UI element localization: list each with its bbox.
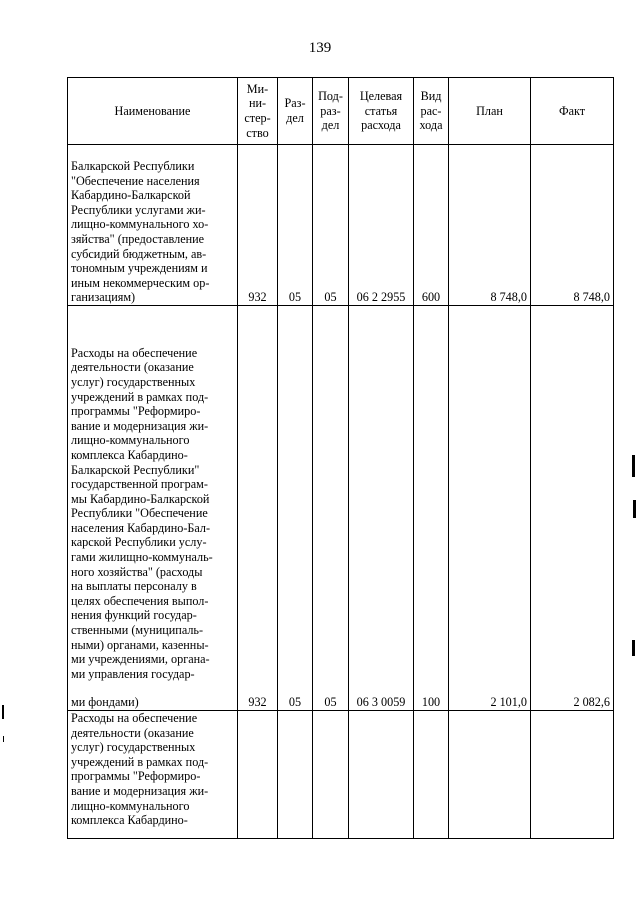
row-ministry: 932	[238, 145, 278, 306]
row-subsection: 05	[313, 145, 349, 306]
row-target: 06 2 2955	[349, 145, 414, 306]
header-name: Наименование	[68, 78, 238, 145]
table-row	[68, 306, 614, 711]
row-section: 05	[278, 145, 313, 306]
row-plan: 2 101,0	[449, 306, 531, 711]
scan-mark-left-2	[3, 736, 4, 742]
row-plan	[449, 711, 531, 839]
header-expense-type: Вид рас- хода	[414, 78, 449, 145]
header-subsection: Под- раз- дел	[313, 78, 349, 145]
row-fact: 8 748,0	[531, 145, 614, 306]
row-plan: 8 748,0	[449, 145, 531, 306]
row-name: Расходы на обеспечение деятельности (оказание услуг) государственных учреждений в рамках под- программы "Реформиро- вание и модернизация жи- лищно-коммунального комплекса Кабардино- Балкарской Республики" государственной програм- мы Кабардино-Балкарской Республики "Обеспечение населения Кабардино-Бал- карской Республики услу- гами жилищно-коммуналь- ного хозяйства" (расходы на выплаты персоналу в целях обеспечения выпол- нения функций государ- ственными (муниципаль- ными) органами, казенны- ми учреждениями, органа- ми управления государ- ми фондами)	[68, 306, 238, 711]
budget-table	[67, 77, 614, 839]
row-fact: 2 082,6	[531, 306, 614, 711]
row-name: Расходы на обеспечение деятельности (оказание услуг) государственных учреждений в рамках под- программы "Реформиро- вание и модернизация жи- лищно-коммунального комплекса Кабардино-	[68, 711, 238, 839]
table-row	[68, 711, 614, 839]
row-expense-type: 100	[414, 306, 449, 711]
row-expense-type	[414, 711, 449, 839]
table-row	[68, 145, 614, 306]
row-target: 06 3 0059	[349, 306, 414, 711]
header-target: Целевая статья расхода	[349, 78, 414, 145]
scan-mark-right-1	[632, 455, 635, 477]
page-number: 139	[308, 40, 332, 56]
scan-mark-right-3	[632, 640, 635, 656]
row-expense-type: 600	[414, 145, 449, 306]
header-ministry: Ми- ни- стер- ство	[238, 78, 278, 145]
row-ministry: 932	[238, 306, 278, 711]
header-plan: План	[449, 78, 531, 145]
row-section	[278, 711, 313, 839]
row-section: 05	[278, 306, 313, 711]
row-target	[349, 711, 414, 839]
row-fact	[531, 711, 614, 839]
scan-mark-right-2	[633, 500, 636, 518]
row-name: Балкарской Республики "Обеспечение населения Кабардино-Балкарской Республики услугами жи- лищно-коммунального хо- зяйства" (предоставление субсидий бюджетным, ав- тономным учреждениям и иным некоммерческим ор- ганизациям)	[68, 145, 238, 306]
row-ministry	[238, 711, 278, 839]
table-header	[68, 78, 614, 145]
row-subsection	[313, 711, 349, 839]
row-subsection: 05	[313, 306, 349, 711]
scan-mark-left-1	[2, 705, 4, 719]
header-section: Раз- дел	[278, 78, 313, 145]
header-fact: Факт	[531, 78, 614, 145]
